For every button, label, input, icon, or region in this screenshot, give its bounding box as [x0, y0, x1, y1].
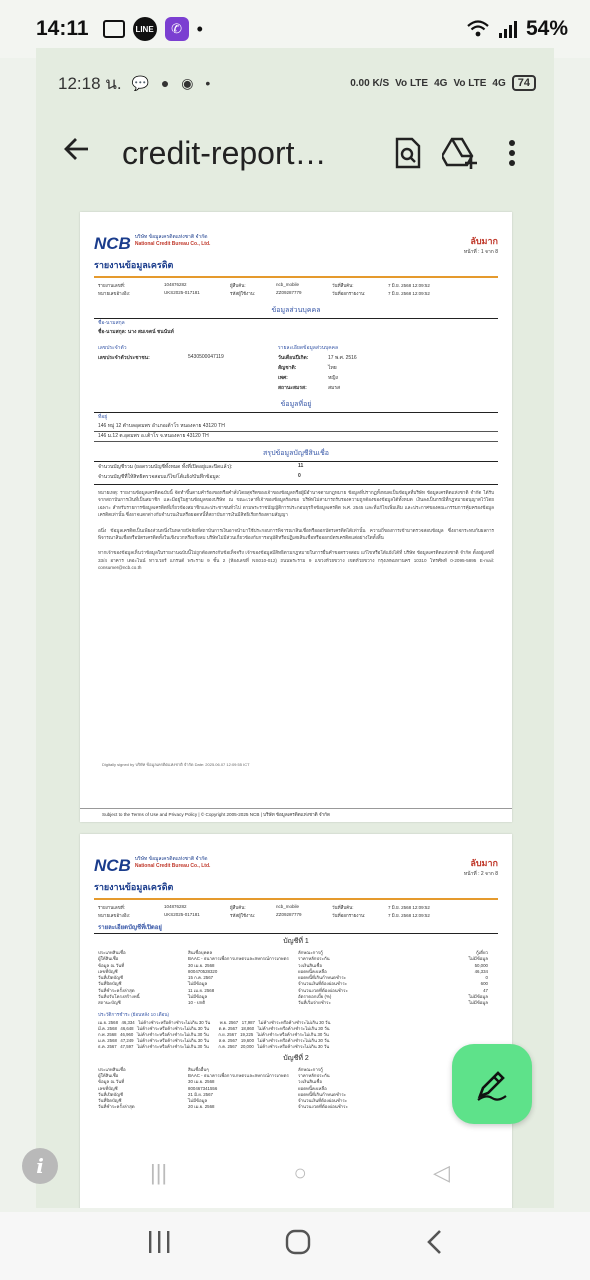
account-cell: 800467341556 — [188, 1085, 218, 1091]
sex-label: เพศ: — [278, 375, 288, 381]
account-cell: 46,334 — [474, 968, 488, 974]
remark-paragraph-1: หมายเหตุ: รายงานข้อมูลเครดิตฉบับนี้ จัดทำขึ้นตามคำร้องขอหรือคำสั่งโดยสุจริตของเจ้าของข้อมูลหรือผู้มีอำนาจตามกฎหมาย ข้อมูลที่ปรากฏทั้งหมดเป็นข้อมูลที่บริษัท ข้อมูลเครดิตแห่งชาติ จำกัด ได้รับจากสถาบันการเงินที่เป็นสมาชิก และมีอยู่ในฐานข้อมูลของบริษัท ณ ขณะเวลาที่เจ้าของข้อมูลร้องขอ บริษัทไม่สามารถรับรองความถูกต้องของข้อมูลได้ทั้งหมด เงินลงเป็นกรณีที่กฎหมายอนุญาตไว้โดยเฉพาะ สำหรับรายการข้อมูลเครดิตที่เกี่ยวข้องสมาชิกและประชาชนทั่วไป ตามพระราชบัญญัติการประกอบธุรกิจข้อมูลเครดิต พ.ศ. 2545 และที่แก้ไขเพิ่มเติม และประกาศของคณะกรรมการคุ้มครองข้อมูลเครดิตเท่านั้น ซึ่งอาจแตกต่างกับจำนวนเงินหรือยอดหนี้ที่สถาบันการเงินมีสิทธิเรียกร้องตามสัญญา — [98, 490, 494, 518]
gallery-icon — [103, 20, 125, 38]
sex-value: หญิง — [328, 375, 338, 381]
open-accounts-title: รายละเอียดบัญชีที่เปิดอยู่ — [98, 925, 162, 931]
report-title: รายงานข้อมูลเครดิต — [94, 882, 174, 892]
inner-recents-icon: ||| — [150, 1160, 168, 1185]
account-1-table — [80, 949, 512, 1008]
account-cell: 20 เม.ย. 2568 — [188, 1104, 215, 1110]
address-line-1: 146 หมู่ 12 ตำบลอุดมพร อำเภอเต้าโร หนองคาย 43120 TH — [94, 422, 498, 432]
signal-icon — [498, 19, 518, 39]
account-cell: ลักษณะการกู้ — [298, 1066, 323, 1072]
account-cell: ไม่มีข้อมูล — [468, 1000, 488, 1006]
account-cell: วงเงินสินเชื่อ — [298, 962, 323, 968]
account-cell: ไม่มีข้อมูล — [188, 994, 208, 1000]
name-label: ชื่อ-นามสกุล — [98, 320, 125, 326]
summary-dispute-value: 0 — [298, 473, 301, 479]
pdf-page-1[interactable] — [80, 212, 512, 822]
account-cell: วงเงินสินเชื่อ — [298, 1079, 323, 1085]
account-cell: ยอดหนี้คงเหลือ — [298, 1085, 327, 1091]
history-row: เม.ย. 2568 46,334 ไม่ค้างชำระหรือค้างชำระไม่เกิน 30 วัน พ.ย. 2567 17,987 ไม่ค้างชำระหรือค้างชำระไม่เกิน 30 วัน — [98, 1019, 331, 1025]
inner-time: 12:18 น. — [58, 73, 122, 93]
page-header — [80, 834, 512, 878]
remark-paragraph-3: หากเจ้าของข้อมูลเห็นว่าข้อมูลในรายงานฉบับนี้ไม่ถูกต้องตรงกับข้อเท็จจริง เจ้าของข้อมูลมีสิทธิตามกฎหมายในการยื่นคำขอตรวจสอบ แก้ไขหรือโต้แย้งได้ที่ บริษัท ข้อมูลเครดิตแห่งชาติ จำกัด ตั้งอยู่เลขที่ 33/4 อาคาร เดอะไนน์ ทาวเวอร์ แกรนด์ พระราม 9 ชั้น 2 (ห้องเลขที่ NS010-012) ถนนพระราม 9 แขวงห้วยขวาง เขตห้วยขวาง กรุงเทพมหานคร 10310 โทรศัพท์ 0-2095-5895 E-mail: consumer@ncb.co.th — [98, 550, 494, 571]
inner-notification-icons: 💬 ● ◉ • — [131, 74, 215, 91]
account-cell: ราคาหลักประกัน — [298, 956, 330, 962]
divider — [94, 898, 498, 900]
page-footer: Subject to the Terms of Use and Privacy Policy | © Copyright 2005-2025 NCB | บริษัท ข้อมูลเครดิตแห่งชาติ จำกัด — [80, 808, 512, 822]
history-row: มี.ค. 2568 46,648 ไม่ค้างชำระหรือค้างชำระไม่เกิน 30 วัน ต.ค. 2567 18,860 ไม่ค้างชำระหรือค้างชำระไม่เกิน 30 วัน — [98, 1025, 330, 1031]
page-number: หน้าที่ : 1 จาก 8 — [463, 249, 498, 255]
home-icon — [284, 1228, 312, 1256]
drive-add-icon — [442, 137, 478, 169]
inner-status-right — [350, 75, 536, 91]
digital-signature: Digitally signed by บริษัท ข้อมูลเครดิตแห่งชาติ จำกัด Date: 2025.06.07 12:09:55 ICT — [102, 762, 250, 767]
pdf-page-2[interactable] — [80, 834, 512, 1208]
volte-1: Vo LTE — [395, 77, 429, 89]
back-icon — [424, 1228, 444, 1256]
divider — [94, 933, 498, 934]
account-cell: ประเภทสินเชื่อ — [98, 950, 126, 955]
nat-label: สัญชาติ: — [278, 365, 297, 371]
history-row: ธ.ค. 2567 47,597 ไม่ค้างชำระหรือค้างชำระไม่เกิน 30 วัน ก.ค. 2567 20,000 ไม่ค้างชำระหรือค้างชำระไม่เกิน 30 วัน — [98, 1043, 330, 1049]
account-cell: กู้เดี่ยว — [475, 950, 488, 955]
account-cell: เลขที่บัญชี — [98, 1085, 118, 1091]
account-cell: วันที่ชำระครั้งล่าสุด — [98, 987, 135, 993]
inner-nav-ghost — [150, 1160, 450, 1186]
account-cell: 11 เม.ย. 2568 — [188, 987, 215, 993]
account-2-title: บัญชีที่ 2 — [283, 1054, 309, 1062]
report-meta: รายงานเลขที่: 104876282 ผู้สืบค้น: ncb_mobile วันที่สืบค้น: 7 มิ.ย. 2568 12:09:52 หมายเลขอ้างอิง: UKS2025-017181 รหัสผู้ใช้งาน: ZZ09287779 วันที่ออกรายงาน: 7 มิ.ย. 2568 12:09:52 — [98, 282, 430, 296]
account-cell: ยอดหนี้ที่เกินกำหนดชำระ — [298, 1091, 347, 1097]
account-cell: 21 มิ.ย. 2567 — [188, 1091, 213, 1097]
edit-pen-icon — [474, 1066, 510, 1102]
account-cell: สถานะบัญชี — [98, 1000, 121, 1006]
recents-icon — [146, 1229, 172, 1255]
page-header — [80, 212, 512, 256]
back-arrow-icon[interactable] — [62, 134, 102, 173]
history-row: ม.ค. 2568 47,249 ไม่ค้างชำระหรือค้างชำระไม่เกิน 30 วัน ส.ค. 2567 19,600 ไม่ค้างชำระหรือค้างชำระไม่เกิน 30 วัน — [98, 1037, 330, 1043]
name-value: ชื่อ-นามสกุล: นาง สมเจตน์ ชนนันท์ — [98, 329, 174, 335]
account-cell: ราคาหลักประกัน — [298, 1072, 330, 1078]
account-cell: จำนวนงวดที่ต้องผ่อนชำระ — [298, 987, 348, 993]
edit-fab-button[interactable] — [452, 1044, 532, 1124]
account-cell: ไม่มีข้อมูล — [468, 994, 488, 1000]
account-cell: เลขที่บัญชี — [98, 968, 118, 974]
inner-back-icon: ◁ — [433, 1160, 450, 1185]
viber-icon: ✆ — [165, 17, 189, 41]
address-label: ที่อยู่ — [98, 414, 108, 420]
recents-button[interactable] — [146, 1229, 172, 1263]
account-cell: ข้อมูล ณ วันที่ — [98, 1079, 125, 1085]
search-document-button[interactable] — [382, 133, 434, 173]
ncb-company-name: บริษัท ข้อมูลเครดิตแห่งชาติ จำกัด National Credit Bureau Co., Ltd. — [134, 856, 211, 869]
confidential-label: ลับมาก หน้าที่ : 1 จาก 8 — [463, 236, 498, 255]
section-summary: สรุปข้อมูลบัญชีสินเชื่อ — [263, 450, 329, 457]
summary-total-value: 11 — [298, 463, 304, 469]
inner-battery: 74 — [512, 75, 536, 91]
account-cell: ผู้ให้สินเชื่อ — [98, 956, 119, 962]
app-bar — [36, 118, 554, 188]
net-4g-1: 4G — [434, 77, 448, 89]
account-cell: สินเชื่อบุคคล — [188, 950, 213, 955]
dob-value: 17 พ.ศ. 2516 — [328, 355, 357, 361]
system-status-right — [466, 17, 568, 41]
net-4g-2: 4G — [492, 77, 506, 89]
account-cell: 0 — [485, 975, 488, 981]
id-card-label: เลขประจำตัวประชาชน: — [98, 355, 150, 361]
account-cell: 15 ก.ค. 2567 — [188, 975, 214, 981]
account-cell: 47 — [483, 987, 488, 993]
ncb-logo: NCB — [94, 856, 131, 875]
summary-dispute-label: จำนวนบัญชีที่ให้สิทธิตรวจสอบแก้ไข/โต้แย้ง/บันทึกข้อมูล: — [98, 474, 221, 480]
nat-value: ไทย — [328, 365, 337, 371]
account-cell: วันที่ปิดบัญชี — [98, 981, 122, 987]
more-options-button[interactable] — [486, 133, 538, 173]
account-cell: 800470528320 — [188, 968, 218, 974]
section-address: ข้อมูลที่อยู่ — [280, 401, 312, 408]
account-cell: จำนวนเงินที่ต้องผ่อนชำระ — [298, 1098, 348, 1104]
payment-history — [80, 1019, 512, 1051]
account-cell: 30 เม.ย. 2568 — [188, 962, 215, 968]
account-cell: ประเภทสินเชื่อ — [98, 1066, 126, 1072]
summary-total-label: จำนวนบัญชีรวม (ยอดรวมบัญชีทั้งหมด ทั้งที่เปิดอยู่และปิดแล้ว): — [98, 464, 233, 470]
inner-home-icon: ○ — [293, 1160, 307, 1185]
system-battery: 54% — [525, 17, 568, 40]
report-title: รายงานข้อมูลเครดิต — [94, 260, 174, 270]
volte-2: Vo LTE — [453, 77, 487, 89]
account-cell: วันที่เปิดบัญชี — [98, 1091, 124, 1097]
account-cell: BAAC - ธนาคารเพื่อการเกษตรและสหกรณ์การเกษตร — [188, 1072, 289, 1078]
account-cell: วันที่เริ่มจ่ายชำระ — [298, 1000, 331, 1006]
info-icon[interactable]: i — [22, 1148, 58, 1184]
confidential-label: ลับมาก หน้าที่ : 2 จาก 8 — [463, 858, 498, 877]
wifi-icon — [466, 19, 490, 39]
account-cell: 10 - ปกติ — [188, 1000, 206, 1006]
id-card-value: 5430500047119 — [188, 354, 224, 360]
account-cell: ไม่มีข้อมูล — [468, 956, 488, 962]
account-1-title: บัญชีที่ 1 — [283, 938, 309, 945]
section-personal: ข้อมูลส่วนบุคคล — [271, 307, 321, 314]
marital-label: สถานะสมรส: — [278, 385, 307, 391]
add-to-drive-button[interactable] — [434, 133, 486, 173]
account-cell: วันที่ชำระครั้งล่าสุด — [98, 1104, 135, 1110]
ncb-company-name: บริษัท ข้อมูลเครดิตแห่งชาติ จำกัด National Credit Bureau Co., Ltd. — [134, 234, 211, 247]
report-meta: รายงานเลขที่: 104876282 ผู้สืบค้น: ncb_mobile วันที่สืบค้น: 7 มิ.ย. 2568 12:09:52 หมายเลขอ้างอิง: UKS2025-017181 รหัสผู้ใช้งาน: ZZ09287779 วันที่ออกรายงาน: 7 มิ.ย. 2568 12:09:52 — [98, 904, 430, 918]
account-cell: 30 เม.ย. 2568 — [188, 1079, 215, 1085]
account-cell: ไม่มีข้อมูล — [188, 1098, 208, 1104]
more-notifications-dot: • — [196, 18, 203, 39]
account-cell: ยอดหนี้ที่เกินกำหนดชำระ — [298, 975, 347, 981]
account-cell: ผู้ให้สินเชื่อ — [98, 1072, 119, 1078]
history-row: ก.พ. 2568 46,960 ไม่ค้างชำระหรือค้างชำระไม่เกิน 30 วัน ก.ย. 2567 19,225 ไม่ค้างชำระหรือค้างชำระไม่เกิน 30 วัน — [98, 1031, 329, 1037]
account-cell: วันที่ปรับโครงสร้างหนี้ — [98, 994, 140, 1000]
pdf-viewer-screenshot — [36, 48, 554, 1208]
account-cell: ข้อมูล ณ วันที่ — [98, 962, 125, 968]
account-cell: ไม่มีข้อมูล — [188, 981, 208, 987]
line-app-icon: LINE — [133, 17, 157, 41]
account-cell: 50,000 — [474, 962, 488, 968]
system-nav-bar — [0, 1212, 590, 1280]
account-cell: จำนวนเงินที่ต้องผ่อนชำระ — [298, 981, 348, 987]
home-button[interactable] — [284, 1228, 312, 1264]
dob-label: วันเดือนปีเกิด: — [278, 355, 309, 361]
divider — [94, 276, 498, 278]
search-document-icon — [394, 137, 422, 169]
marital-value: สมรส — [328, 385, 341, 391]
more-vert-icon — [508, 139, 516, 167]
address-line-2: 146 ม.12 ต.อุดมพร อ.เต้าโร จ.หนองคาย 43120 TH — [94, 432, 498, 442]
account-cell: ยอดหนี้คงเหลือ — [298, 968, 327, 974]
account-cell: 600 — [480, 981, 488, 987]
account-cell: BAAC - ธนาคารเพื่อการเกษตรและสหกรณ์การเกษตร — [188, 956, 289, 962]
ncb-logo: NCB — [94, 234, 131, 253]
id-label: เลขประจำตัว — [98, 345, 127, 351]
account-cell: อัตราดอกเบี้ย (%) — [298, 994, 332, 1000]
back-button[interactable] — [424, 1228, 444, 1264]
net-speed: 0.00 K/S — [350, 77, 390, 89]
account-cell: วันที่ปิดบัญชี — [98, 1098, 122, 1104]
payment-history-label: ประวัติการชำระ (ย้อนหลัง 10 เดือน) — [98, 1011, 170, 1017]
remark-paragraph-2: อนึ่ง ข้อมูลเครดิตเป็นเพียงส่วนหนึ่งในหลายปัจจัยที่สถาบันการเงินอาจนำมาใช้ประกอบการพิจารณาสินเชื่อหรือออกบัตรเครดิตได้เท่านั้น ความถี่ของการเข้ามาตรวจสอบข้อมูล ซึ่งอาจกระทบกับผลการพิจารณาสินเชื่อหรือบัตรเครดิตทั้งในเชิงบวกหรือเชิงลบ บริษัทไม่มีส่วนเกี่ยวข้องกับการอนุมัติหรือปฏิเสธสินเชื่อหรือออกบัตรเครดิตแต่อย่างใดทั้งสิ้น — [98, 527, 494, 541]
account-2-table — [80, 1066, 512, 1112]
notification-icons — [103, 17, 203, 41]
account-cell: วันที่เปิดบัญชี — [98, 975, 124, 981]
detail-label: รายละเอียดข้อมูลส่วนบุคคล — [278, 345, 339, 351]
page-number: หน้าที่ : 2 จาก 8 — [463, 871, 498, 877]
account-cell: จำนวนงวดที่ต้องผ่อนชำระ — [298, 1104, 348, 1110]
document-title: credit-report… — [122, 134, 327, 171]
inner-status-bar — [36, 48, 554, 118]
account-cell: สินเชื่ออื่นๆ — [188, 1066, 209, 1072]
system-time: 14:11 — [36, 17, 89, 40]
account-cell: ลักษณะการกู้ — [298, 950, 323, 955]
